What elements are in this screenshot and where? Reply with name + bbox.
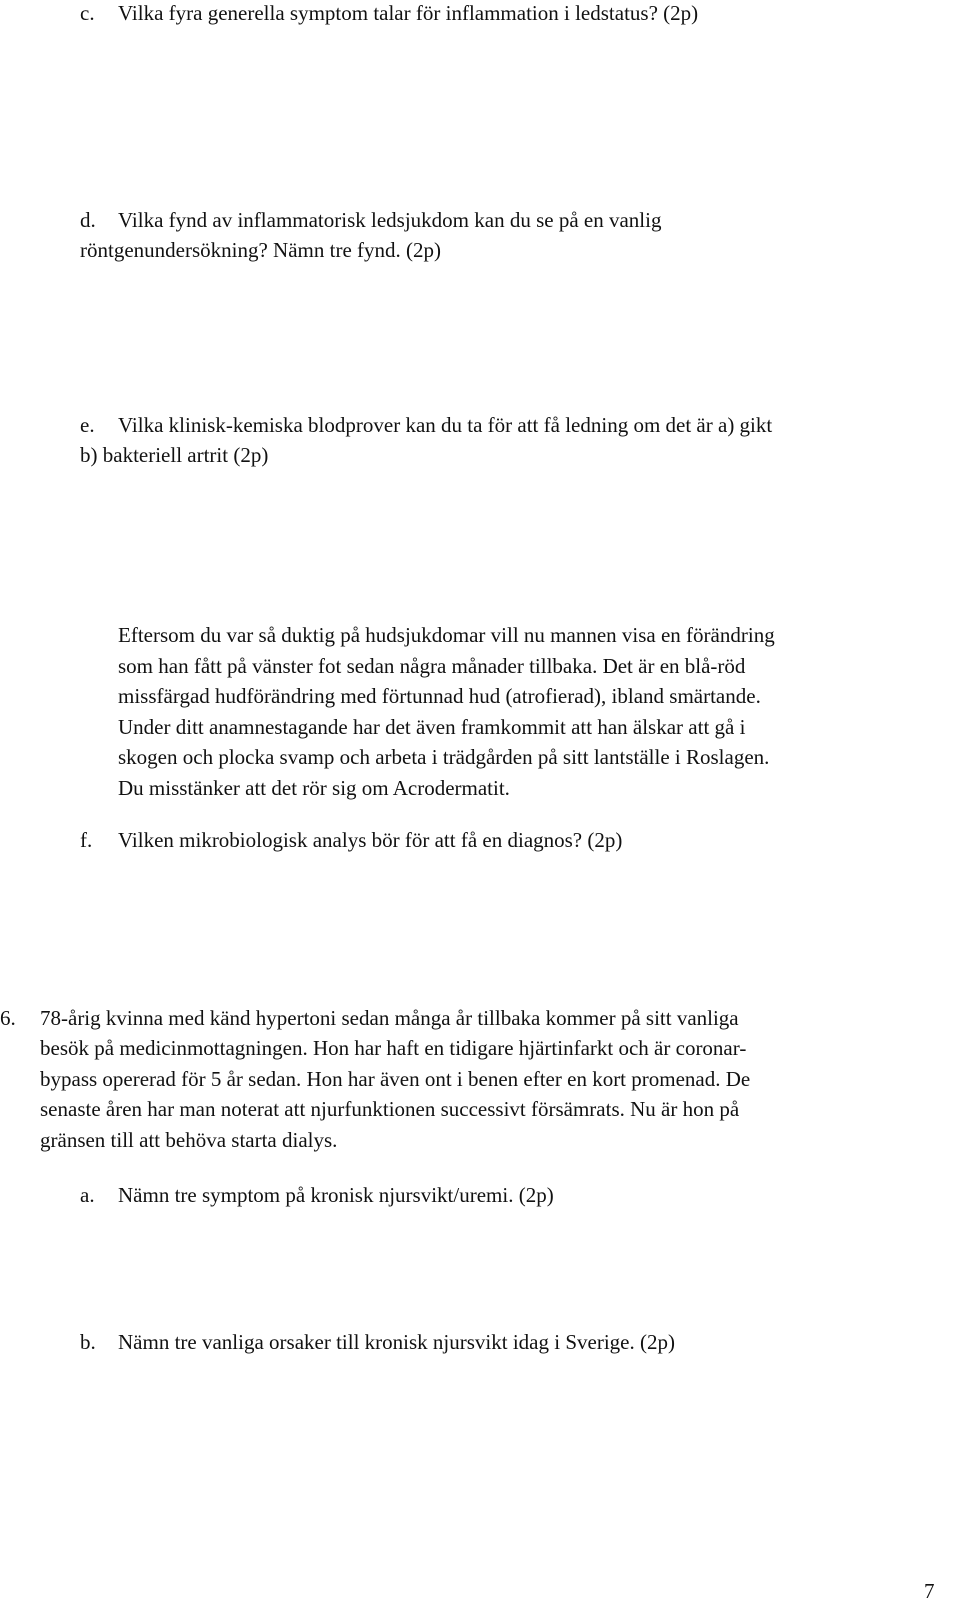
question-6-line-1: 78-årig kvinna med känd hypertoni sedan många år tillbaka kommer på sitt vanliga [40, 1006, 739, 1030]
question-d-text [80, 205, 662, 265]
question-e-line-1: Vilka klinisk-kemiska blodprover kan du ta för att få ledning om det är a) gikt [118, 413, 773, 437]
question-6b-text [118, 1327, 675, 1357]
question-c-marker: c. [80, 1, 95, 25]
question-f-text [118, 825, 622, 855]
question-d-marker: d. [80, 208, 96, 232]
question-6b-line-1: Nämn tre vanliga orsaker till kronisk njursvikt idag i Sverige. (2p) [118, 1330, 675, 1354]
question-6b-marker: b. [80, 1330, 96, 1354]
question-c-line-1: Vilka fyra generella symptom talar för inflammation i ledstatus? (2p) [118, 1, 699, 25]
question-6-line-4: senaste åren har man noterat att njurfunktionen successivt försämrats. Nu är hon på [40, 1097, 740, 1122]
question-e-line-2: b) bakteriell artrit (2p) [80, 443, 269, 467]
question-f-line-1: Vilken mikrobiologisk analys bör för att få en diagnos? (2p) [118, 828, 623, 852]
question-6-line-5: gränsen till att behöva starta dialys. [40, 1127, 338, 1152]
case-description [118, 620, 775, 803]
question-6a-marker: a. [80, 1183, 95, 1207]
page-number: 7 [924, 1579, 935, 1603]
question-6-line-2: besök på medicinmottagningen. Hon har haft en tidigare hjärtinfarkt och är coronar- [40, 1036, 747, 1061]
question-6-line-3: bypass opererad för 5 år sedan. Hon har även ont i benen efter en kort promenad. De [40, 1066, 751, 1091]
question-6-marker: 6. [0, 1006, 16, 1030]
question-d-line-2: röntgenundersökning? Nämn tre fynd. (2p) [80, 238, 441, 262]
question-c-text [118, 0, 698, 28]
case-line-6: Du misstänker att det rör sig om Acrodermatit. [118, 775, 510, 800]
question-e-marker: e. [80, 413, 95, 437]
question-6a-text [118, 1180, 554, 1210]
question-f-marker: f. [80, 828, 93, 852]
case-line-1: Eftersom du var så duktig på hudsjukdomar vill nu mannen visa en förändring [118, 623, 775, 647]
question-6-text [40, 1003, 750, 1155]
question-6a-line-1: Nämn tre symptom på kronisk njursvikt/uremi. (2p) [118, 1183, 554, 1207]
question-d-line-1: Vilka fynd av inflammatorisk ledsjukdom kan du se på en vanlig [118, 208, 662, 232]
case-line-4: Under ditt anamnestagande har det även framkommit att han älskar att gå i [118, 714, 746, 739]
case-line-5: skogen och plocka svamp och arbeta i trädgården på sitt lantställe i Roslagen. [118, 745, 770, 769]
case-line-3: missfärgad hudförändring med förtunnad hud (atrofierad), ibland smärtande. [118, 684, 761, 708]
case-line-2: som han fått på vänster fot sedan några månader tillbaka. Det är en blå-röd [118, 653, 746, 678]
question-e-text [80, 410, 773, 470]
